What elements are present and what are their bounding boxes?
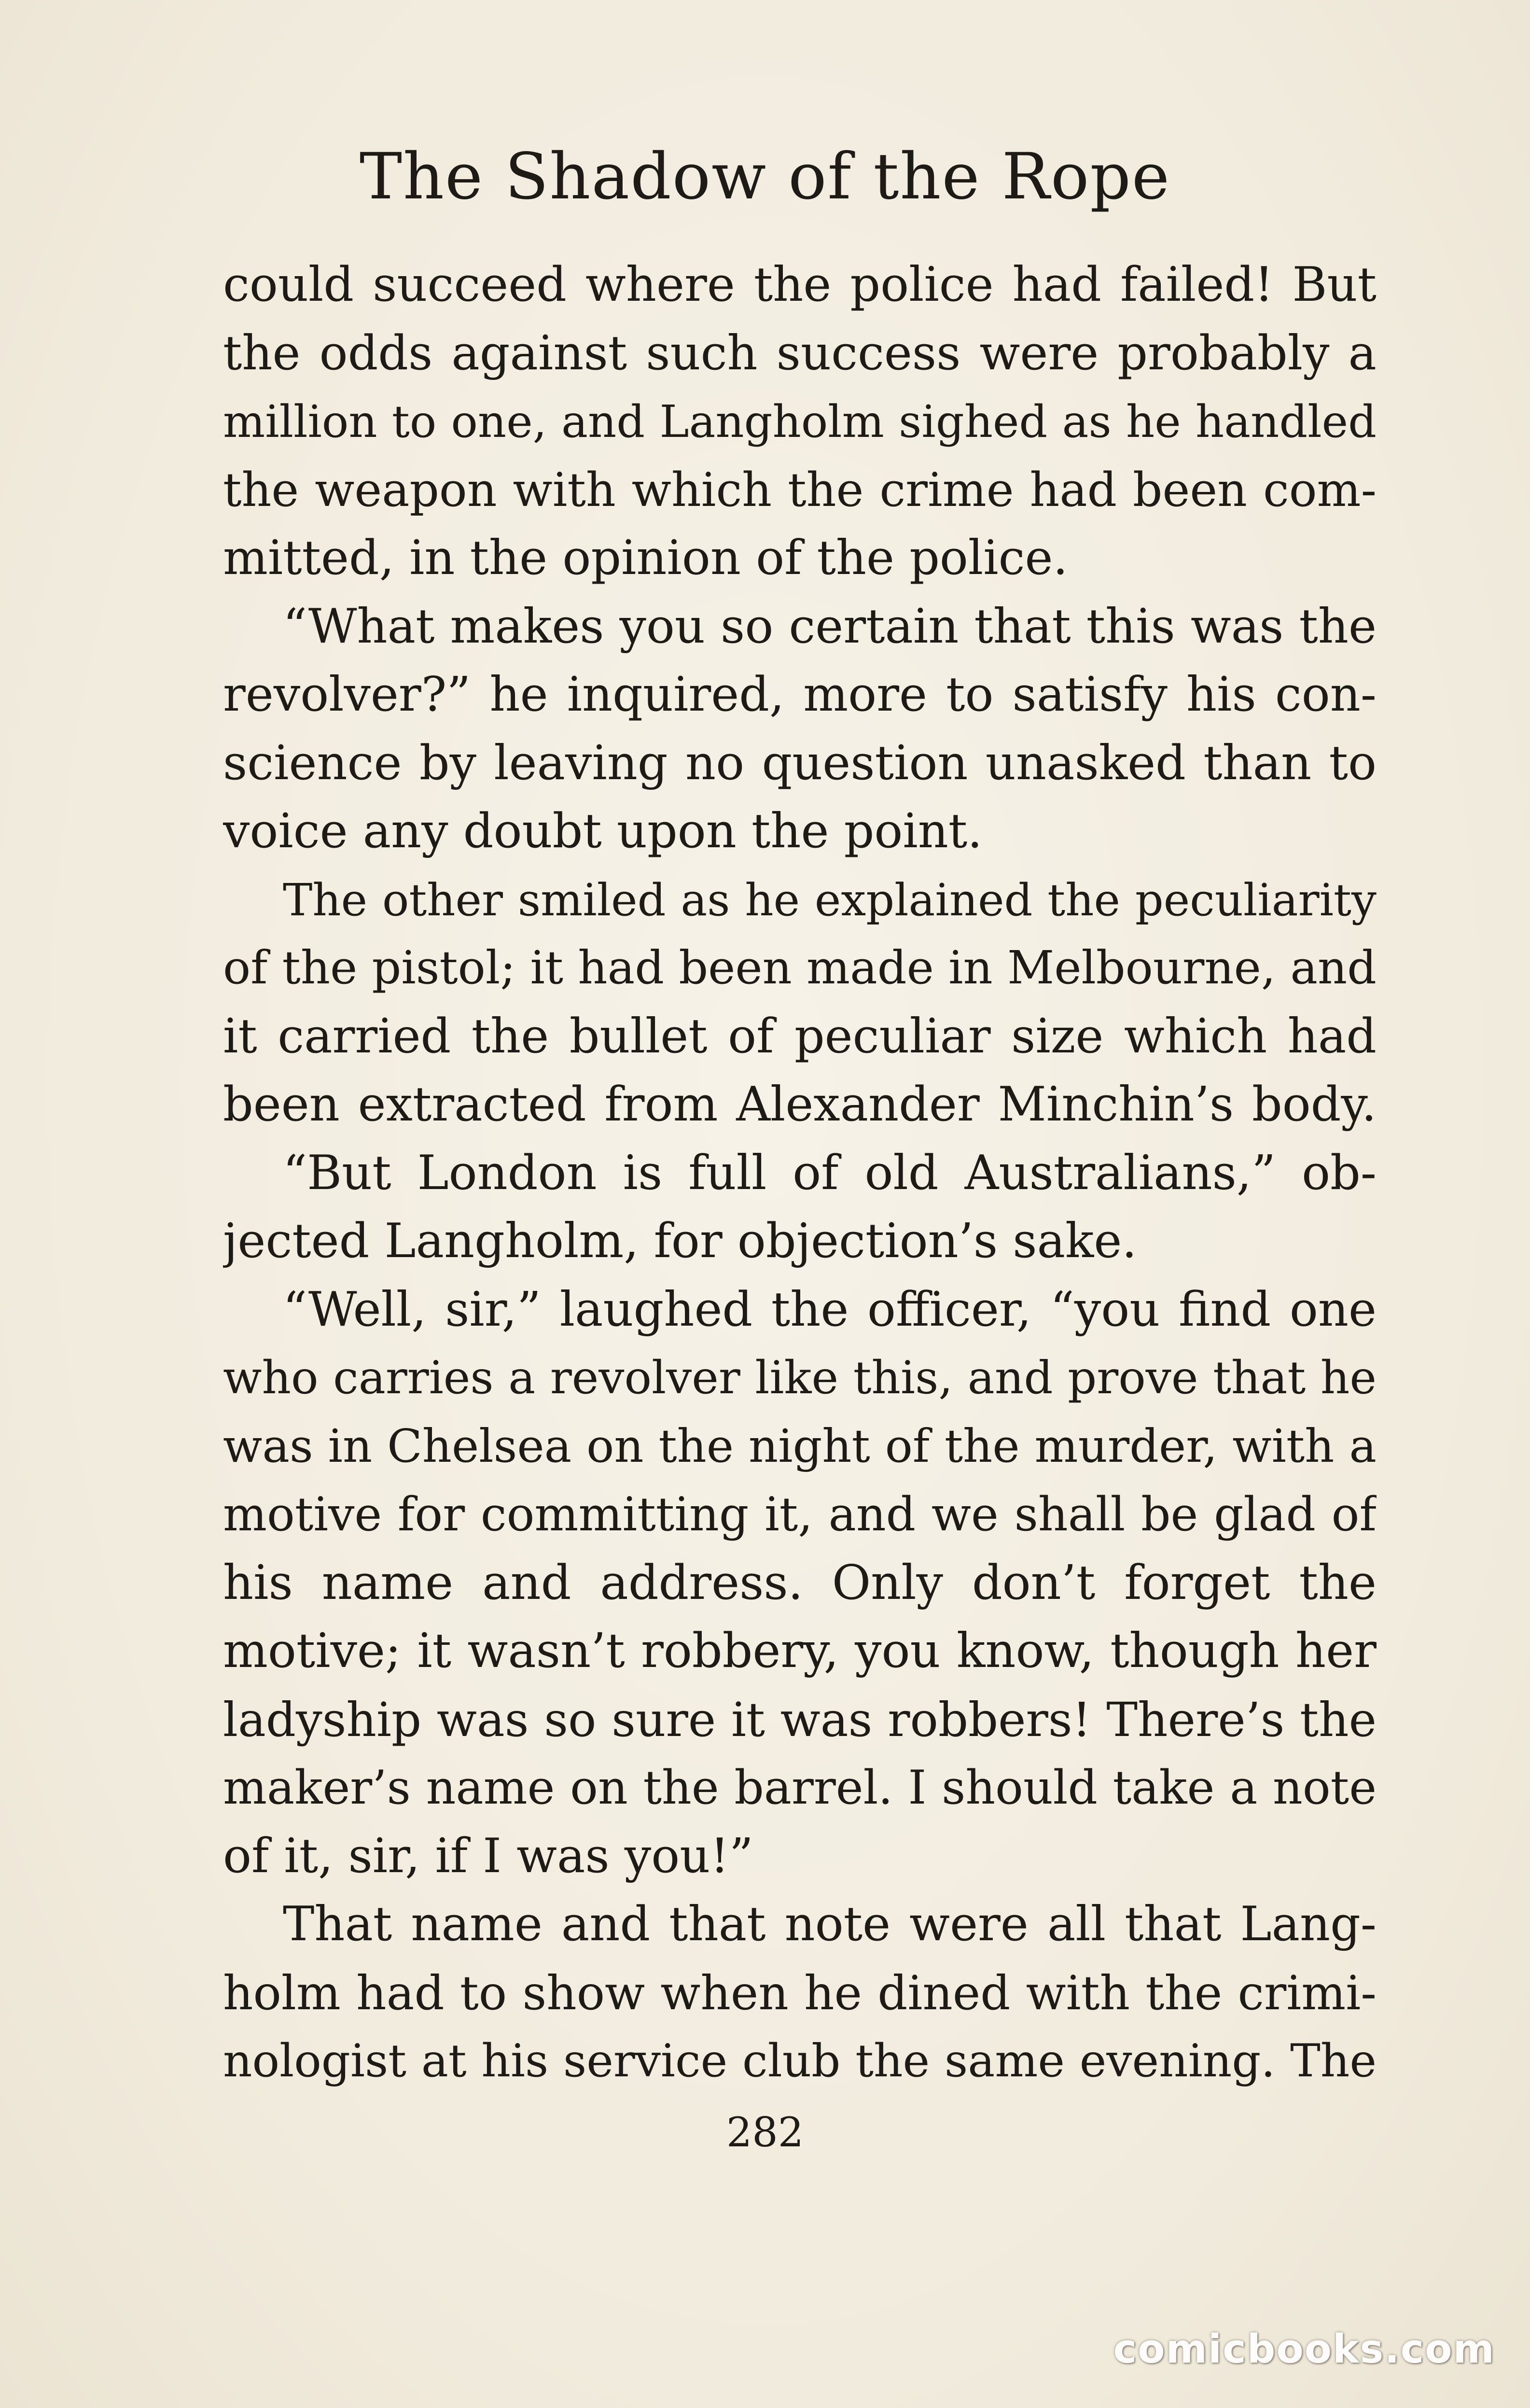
page-number: 282: [726, 2109, 804, 2156]
text-line: jected Langholm, for objection’s sake.: [223, 1214, 1137, 1269]
text-line: science by leaving no question unasked than to: [223, 735, 1377, 791]
text-line: his name and address. Only don’t forget the: [223, 1555, 1377, 1610]
watermark: comicbooks.com: [1113, 2326, 1495, 2372]
text-line: of it, sir, if I was you!”: [223, 1828, 753, 1884]
text-line: The other smiled as he explained the peculiarity: [283, 874, 1377, 926]
text-line: million to one, and Langholm sighed as he handled: [223, 396, 1377, 448]
text-line: holm had to show when he dined with the crimi-: [223, 1965, 1377, 2020]
text-line: been extracted from Alexander Minchin’s body.: [223, 1077, 1377, 1132]
text-line: of the pistol; it had been made in Melbourne, and: [223, 941, 1377, 994]
text-line: could succeed where the police had failed! But: [223, 257, 1377, 312]
text-line: it carried the bullet of peculiar size which had: [223, 1008, 1377, 1064]
running-head: The Shadow of the Rope: [359, 140, 1171, 214]
text-line: the weapon with which the crime had been com-: [223, 462, 1377, 517]
text-line: the odds against such success were probably a: [223, 325, 1377, 381]
text-line: revolver?” he inquired, more to satisfy his con-: [223, 667, 1377, 722]
text-line: “What makes you so certain that this was the: [283, 599, 1377, 654]
text-line: who carries a revolver like this, and prove that he: [223, 1352, 1377, 1404]
text-line: was in Chelsea on the night of the murder, with a: [223, 1419, 1377, 1473]
text-line: “Well, sir,” laughed the officer, “you find one: [283, 1282, 1377, 1337]
text-line: ladyship was so sure it was robbers! There’s the: [223, 1692, 1377, 1747]
text-line: mitted, in the opinion of the police.: [223, 531, 1068, 586]
body-text: [223, 251, 1377, 2096]
text-line: nologist at his service club the same evening. The: [223, 2035, 1377, 2087]
text-line: motive; it wasn’t robbery, you know, though her: [223, 1624, 1377, 1679]
text-line: “But London is full of old Australians,” ob-: [283, 1145, 1377, 1201]
text-line: That name and that note were all that Lang-: [283, 1897, 1377, 1952]
text-line: voice any doubt upon the point.: [223, 804, 983, 859]
text-line: maker’s name on the barrel. I should take a note: [223, 1761, 1377, 1815]
text-line: motive for committing it, and we shall be glad of: [223, 1487, 1377, 1541]
